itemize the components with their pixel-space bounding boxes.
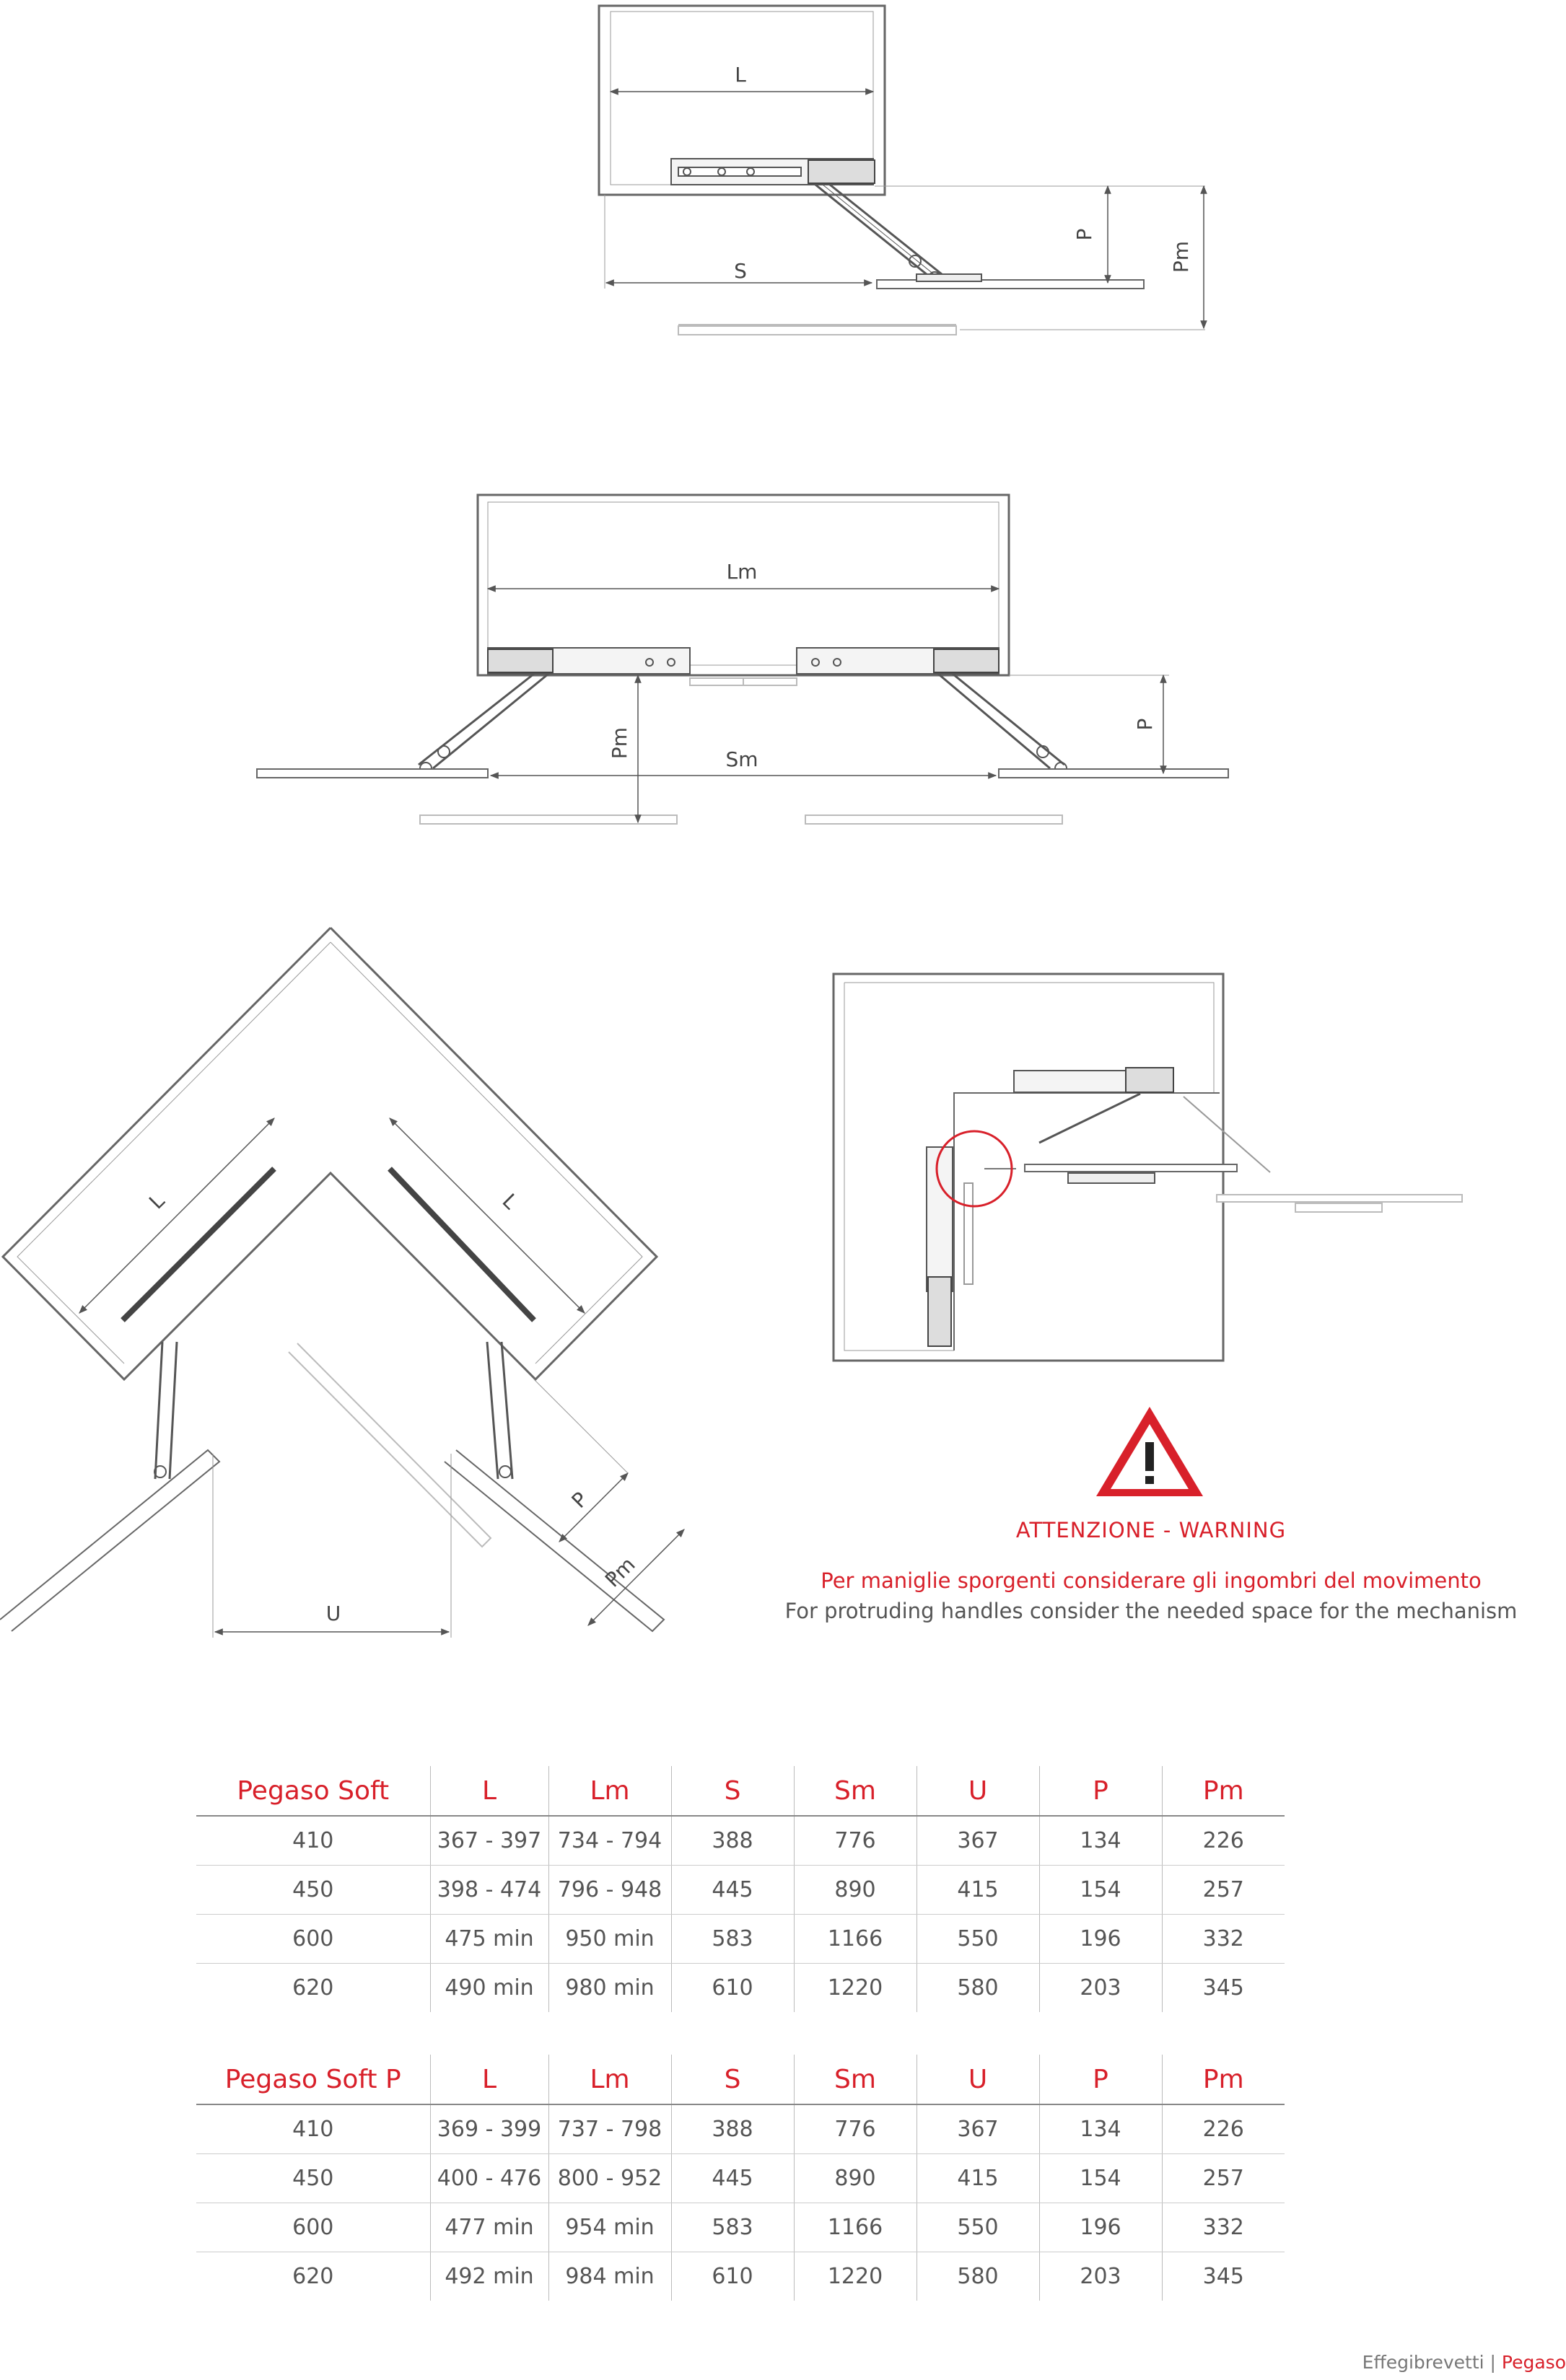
table-cell: 800 - 952 xyxy=(548,2154,671,2203)
table-cell: 203 xyxy=(1039,1964,1162,2013)
table-cell: 415 xyxy=(917,1866,1039,1915)
corner-cabinet-diagram xyxy=(0,928,684,1638)
table-cell: 203 xyxy=(1039,2252,1162,2301)
table-cell: 890 xyxy=(794,2154,917,2203)
table-header-row xyxy=(196,2055,1285,2104)
header-l: L xyxy=(430,1766,548,1816)
header-sm: Sm xyxy=(794,2055,917,2104)
double-label-pm: Pm xyxy=(608,726,631,760)
table-cell: 490 min xyxy=(430,1964,548,2013)
header-u: U xyxy=(917,2055,1039,2104)
table-cell: 620 xyxy=(292,2264,334,2289)
header-pm: Pm xyxy=(1162,2055,1285,2104)
table-cell: 367 xyxy=(917,1816,1039,1866)
double-label-sm: Sm xyxy=(725,747,758,771)
table-cell: 134 xyxy=(1039,2104,1162,2154)
table-cell: 776 xyxy=(794,2104,917,2154)
table-cell: 580 xyxy=(917,1964,1039,2013)
table-cell: 583 xyxy=(671,1915,794,1964)
table-cell: 134 xyxy=(1039,1816,1162,1866)
table-cell: 580 xyxy=(917,2252,1039,2301)
table-cell: 367 xyxy=(917,2104,1039,2154)
table-header-row xyxy=(196,1766,1285,1816)
header-model: Pegaso Soft xyxy=(196,1766,430,1816)
single-label-p: P xyxy=(1072,228,1096,241)
single-label-s: S xyxy=(734,259,747,283)
header-p: P xyxy=(1039,1766,1162,1816)
table-row xyxy=(196,1816,1285,1866)
corner-label-p: P xyxy=(567,1487,592,1513)
table-row xyxy=(196,1964,1285,2013)
table-cell: 415 xyxy=(917,2154,1039,2203)
header-u: U xyxy=(917,1766,1039,1816)
header-s: S xyxy=(671,1766,794,1816)
table-cell: 332 xyxy=(1162,1915,1285,1964)
table-cell: 345 xyxy=(1162,1964,1285,2013)
header-pm: Pm xyxy=(1162,1766,1285,1816)
table-cell: 410 xyxy=(196,1816,430,1866)
page-footer xyxy=(1362,2352,1566,2373)
table-cell: 345 xyxy=(1162,2252,1285,2301)
table-cell: 450 xyxy=(196,2154,430,2203)
table-cell: 369 - 399 xyxy=(430,2104,548,2154)
table-cell: 950 min xyxy=(548,1915,671,1964)
table-cell: 477 min xyxy=(430,2203,548,2252)
warning-text-italian: Per maniglie sporgenti considerare gli ingombri del movimento xyxy=(821,1568,1482,1593)
table-cell: 154 xyxy=(1039,2154,1162,2203)
corner-label-l2: L xyxy=(497,1189,522,1214)
header-p: P xyxy=(1039,2055,1162,2104)
double-cabinet-diagram xyxy=(257,495,1228,824)
table-cell: 610 xyxy=(671,1964,794,2013)
table-row xyxy=(196,2154,1285,2203)
header-sm: Sm xyxy=(794,1766,917,1816)
table-cell: 600 xyxy=(196,2203,430,2252)
table-cell: 796 - 948 xyxy=(548,1866,671,1915)
table-cell: 1220 xyxy=(794,1964,917,2013)
table-row xyxy=(196,2104,1285,2154)
warning-title: ATTENZIONE - WARNING xyxy=(1015,1518,1287,1542)
double-label-p: P xyxy=(1133,718,1157,731)
footer-company: Effegibrevetti xyxy=(1362,2352,1484,2373)
pegaso-soft-p-table xyxy=(196,2055,1285,2301)
corner-label-u: U xyxy=(325,1602,341,1625)
table-cell: 257 xyxy=(1162,2154,1285,2203)
table-cell: 388 xyxy=(671,1816,794,1866)
table-cell: 154 xyxy=(1039,1866,1162,1915)
table-row xyxy=(196,1915,1285,1964)
table-cell: 1220 xyxy=(794,2252,917,2301)
table-cell: 388 xyxy=(671,2104,794,2154)
table-cell: 226 xyxy=(1162,2104,1285,2154)
table-cell: 398 - 474 xyxy=(430,1866,548,1915)
table-cell: 550 xyxy=(917,2203,1039,2252)
table-cell: 475 min xyxy=(430,1915,548,1964)
table-cell: 984 min xyxy=(548,2252,671,2301)
header-model: Pegaso Soft P xyxy=(196,2055,430,2104)
warning-triangle-icon xyxy=(1092,1402,1207,1501)
corner-label-pm: Pm xyxy=(600,1552,640,1592)
table-cell: 1166 xyxy=(794,2203,917,2252)
header-s: S xyxy=(671,2055,794,2104)
pegaso-soft-table xyxy=(196,1766,1285,2012)
table-cell: 445 xyxy=(671,2154,794,2203)
table-cell: 980 min xyxy=(548,1964,671,2013)
table-cell: 583 xyxy=(671,2203,794,2252)
table-cell: 1166 xyxy=(794,1915,917,1964)
table-cell: 734 - 794 xyxy=(548,1816,671,1866)
table-cell: 332 xyxy=(1162,2203,1285,2252)
table-cell: 196 xyxy=(1039,1915,1162,1964)
footer-brand: Pegaso xyxy=(1501,2352,1566,2373)
single-cabinet-diagram xyxy=(599,6,1205,335)
table-cell: 367 - 397 xyxy=(430,1816,548,1866)
table-cell: 410 xyxy=(196,2104,430,2154)
table-cell: 737 - 798 xyxy=(548,2104,671,2154)
table-cell: 954 min xyxy=(548,2203,671,2252)
table-cell: 445 xyxy=(671,1866,794,1915)
header-lm: Lm xyxy=(548,1766,671,1816)
table-cell: 196 xyxy=(1039,2203,1162,2252)
single-label-l: L xyxy=(735,63,746,87)
footer-separator: | xyxy=(1484,2352,1502,2373)
table-cell: 610 xyxy=(671,2252,794,2301)
double-label-lm: Lm xyxy=(726,560,758,584)
warning-text-english: For protruding handles consider the needed space for the mechanism xyxy=(784,1599,1518,1623)
corner-top-view-diagram xyxy=(834,974,1462,1361)
table-row xyxy=(196,2203,1285,2252)
table-cell: 620 xyxy=(292,1975,334,2001)
table-row xyxy=(196,2252,1285,2301)
table-cell: 257 xyxy=(1162,1866,1285,1915)
table-cell: 890 xyxy=(794,1866,917,1915)
table-cell: 776 xyxy=(794,1816,917,1866)
table-cell: 400 - 476 xyxy=(430,2154,548,2203)
table-cell: 492 min xyxy=(430,2252,548,2301)
corner-label-l1: L xyxy=(144,1189,170,1214)
header-l: L xyxy=(430,2055,548,2104)
table-row xyxy=(196,1866,1285,1915)
table-cell: 550 xyxy=(917,1915,1039,1964)
table-cell: 226 xyxy=(1162,1816,1285,1866)
single-label-pm: Pm xyxy=(1169,240,1193,273)
table-cell: 600 xyxy=(196,1915,430,1964)
table-cell: 450 xyxy=(196,1866,430,1915)
header-lm: Lm xyxy=(548,2055,671,2104)
